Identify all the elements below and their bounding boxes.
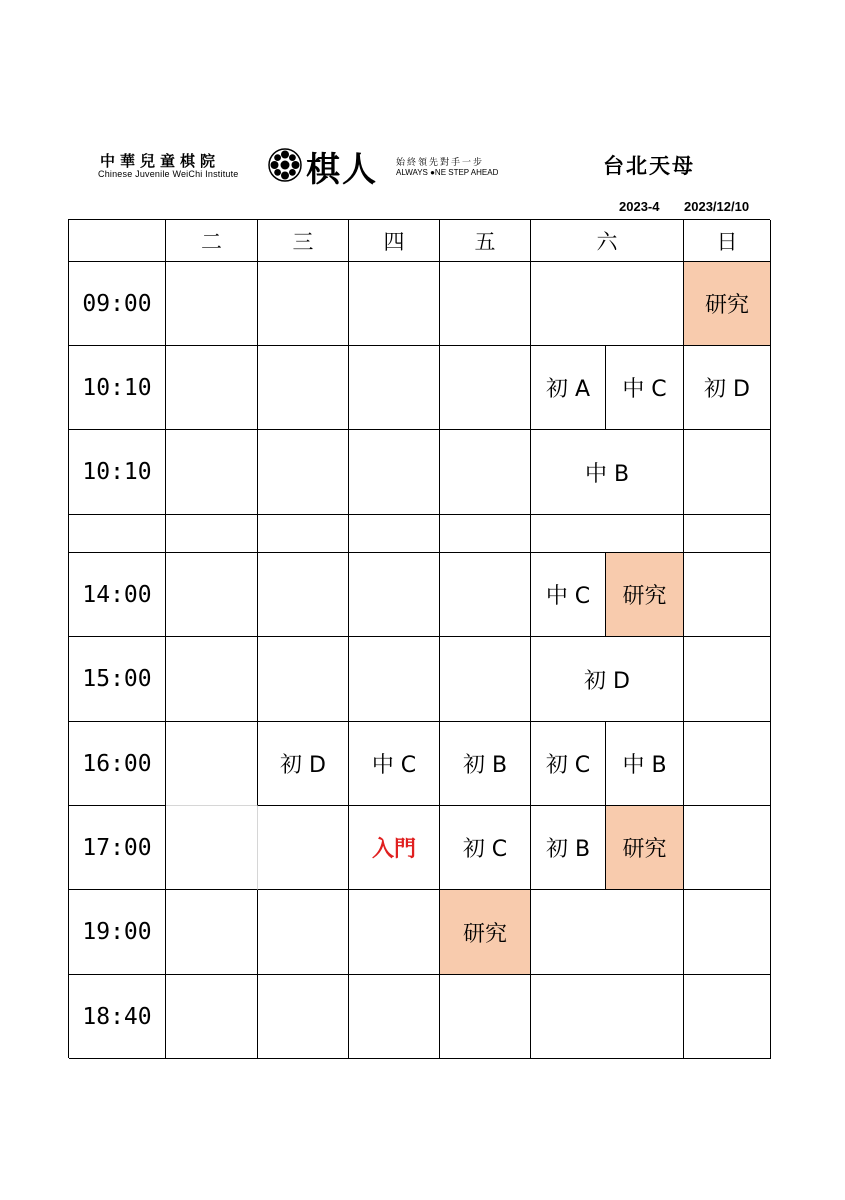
class-cell-fri-1900: 研究 bbox=[440, 890, 531, 975]
page-header bbox=[0, 0, 845, 214]
schedule-cell bbox=[166, 975, 258, 1059]
schedule-cell bbox=[349, 430, 440, 515]
spacer-cell bbox=[684, 515, 771, 553]
schedule-cell bbox=[166, 806, 258, 890]
schedule-cell bbox=[684, 890, 771, 975]
class-cell-sat-b-1700: 研究 bbox=[606, 806, 684, 890]
schedule-cell bbox=[258, 430, 349, 515]
schedule-cell bbox=[349, 890, 440, 975]
day-header-sun: 日 bbox=[684, 220, 771, 262]
class-cell-sat-1010-merged: 中 B bbox=[531, 430, 684, 515]
class-cell-wed-1600: 初 D bbox=[258, 722, 349, 806]
spacer-cell bbox=[69, 515, 166, 553]
schedule-cell bbox=[440, 430, 531, 515]
schedule-cell bbox=[258, 262, 349, 346]
schedule-date: 2023/12/10 bbox=[684, 199, 750, 214]
time-slot-cell: 18:40 bbox=[69, 975, 166, 1059]
time-slot-cell: 17:00 bbox=[69, 806, 166, 890]
class-cell-sat-b-1010: 中 C bbox=[606, 346, 684, 430]
schedule-cell bbox=[684, 430, 771, 515]
schedule-cell bbox=[684, 975, 771, 1059]
branch-location: 台北天母 bbox=[603, 153, 695, 178]
schedule-cell bbox=[258, 806, 349, 890]
class-cell-sat-b-1600: 中 B bbox=[606, 722, 684, 806]
schedule-cell bbox=[440, 975, 531, 1059]
schedule-cell bbox=[349, 975, 440, 1059]
day-header-sat: 六 bbox=[531, 220, 684, 262]
schedule-cell bbox=[258, 346, 349, 430]
org-name-english: Chinese Juvenile WeiChi Institute bbox=[98, 169, 239, 179]
go-stones-logo-icon bbox=[268, 148, 302, 182]
slogan-english: ALWAYS ●NE STEP AHEAD bbox=[396, 168, 499, 177]
org-name-chinese: 中華兒童棋院 bbox=[100, 152, 221, 170]
schedule-cell bbox=[531, 262, 684, 346]
class-cell-sat-1500-merged: 初 D bbox=[531, 637, 684, 722]
spacer-cell bbox=[531, 515, 684, 553]
day-header-thu: 四 bbox=[349, 220, 440, 262]
schedule-cell bbox=[531, 975, 684, 1059]
schedule-cell bbox=[166, 722, 258, 806]
schedule-cell bbox=[349, 262, 440, 346]
class-cell-sat-b-1400: 研究 bbox=[606, 553, 684, 637]
schedule-cell bbox=[166, 346, 258, 430]
schedule-cell bbox=[166, 262, 258, 346]
class-cell-sat-a-1400: 中 C bbox=[531, 553, 606, 637]
term-code: 2023-4 bbox=[619, 199, 660, 214]
time-slot-cell: 15:00 bbox=[69, 637, 166, 722]
schedule-cell bbox=[440, 346, 531, 430]
schedule-cell bbox=[684, 553, 771, 637]
schedule-table bbox=[68, 219, 770, 1058]
schedule-cell bbox=[166, 430, 258, 515]
day-header-fri: 五 bbox=[440, 220, 531, 262]
time-slot-cell: 19:00 bbox=[69, 890, 166, 975]
schedule-cell bbox=[684, 806, 771, 890]
schedule-cell bbox=[258, 890, 349, 975]
time-slot-cell: 09:00 bbox=[69, 262, 166, 346]
schedule-cell bbox=[166, 637, 258, 722]
class-cell-thu-1700: 入門 bbox=[349, 806, 440, 890]
schedule-cell bbox=[440, 553, 531, 637]
class-cell-fri-1600: 初 B bbox=[440, 722, 531, 806]
time-slot-cell: 16:00 bbox=[69, 722, 166, 806]
schedule-cell bbox=[531, 890, 684, 975]
class-cell-thu-1600: 中 C bbox=[349, 722, 440, 806]
schedule-cell bbox=[440, 637, 531, 722]
schedule-cell bbox=[258, 975, 349, 1059]
class-cell-sun-0900: 研究 bbox=[684, 262, 771, 346]
schedule-cell bbox=[440, 262, 531, 346]
time-slot-cell: 10:10 bbox=[69, 346, 166, 430]
schedule-cell bbox=[349, 553, 440, 637]
brand-logotype: 棋人 bbox=[306, 150, 378, 190]
slogan-chinese: 始終領先對手一步 bbox=[396, 158, 485, 168]
spacer-cell bbox=[440, 515, 531, 553]
schedule-cell bbox=[258, 637, 349, 722]
class-cell-fri-1700: 初 C bbox=[440, 806, 531, 890]
schedule-cell bbox=[684, 722, 771, 806]
schedule-cell bbox=[166, 890, 258, 975]
spacer-cell bbox=[258, 515, 349, 553]
class-cell-sat-a-1010: 初 A bbox=[531, 346, 606, 430]
schedule-cell bbox=[166, 553, 258, 637]
spacer-cell bbox=[349, 515, 440, 553]
day-header-tue: 二 bbox=[166, 220, 258, 262]
time-slot-cell: 10:10 bbox=[69, 430, 166, 515]
schedule-cell bbox=[258, 553, 349, 637]
class-cell-sat-a-1700: 初 B bbox=[531, 806, 606, 890]
schedule-cell bbox=[349, 346, 440, 430]
schedule-cell bbox=[349, 637, 440, 722]
schedule-cell bbox=[684, 637, 771, 722]
spacer-cell bbox=[166, 515, 258, 553]
class-cell-sat-a-1600: 初 C bbox=[531, 722, 606, 806]
day-header-wed: 三 bbox=[258, 220, 349, 262]
class-cell-sun-1010: 初 D bbox=[684, 346, 771, 430]
time-slot-cell: 14:00 bbox=[69, 553, 166, 637]
header-corner-cell bbox=[69, 220, 166, 262]
